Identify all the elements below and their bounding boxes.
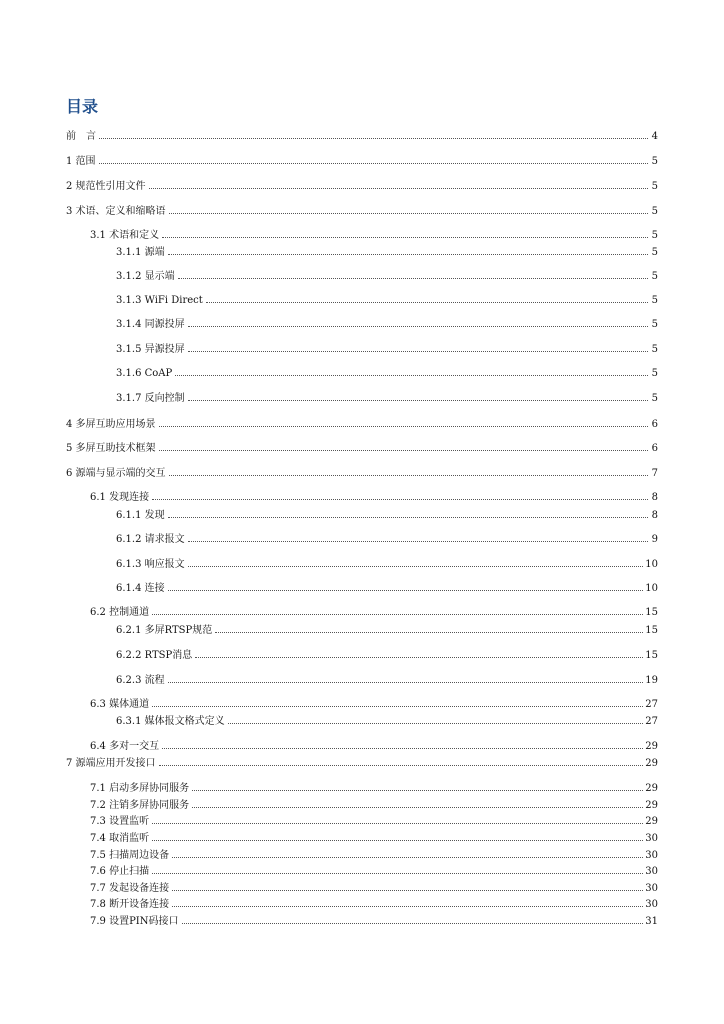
dot-leader xyxy=(168,244,648,255)
dot-leader xyxy=(192,780,643,791)
toc-entry[interactable] xyxy=(90,896,658,908)
dot-leader xyxy=(168,507,648,518)
dot-leader xyxy=(152,863,643,874)
toc-entry[interactable] xyxy=(90,880,658,892)
toc-entry[interactable] xyxy=(116,556,658,568)
toc-entry-label: 6.1 发现连接 xyxy=(90,492,150,503)
toc-entry[interactable] xyxy=(66,440,658,452)
toc-entry-label: 6.3 媒体通道 xyxy=(90,699,150,710)
dot-leader xyxy=(152,489,648,500)
toc-entry-label: 1 范围 xyxy=(66,156,96,167)
toc-entry[interactable] xyxy=(116,622,658,634)
toc-title: 目录 xyxy=(66,97,99,116)
dot-leader xyxy=(228,713,644,724)
toc-entry-page: 30 xyxy=(645,866,658,877)
toc-entry-label: 5 多屏互助技术框架 xyxy=(66,443,156,454)
dot-leader xyxy=(149,178,648,189)
toc-entry[interactable] xyxy=(116,365,658,377)
dot-leader xyxy=(162,227,648,238)
dot-leader xyxy=(169,203,648,214)
toc-entry-page: 29 xyxy=(645,758,658,769)
toc-entry-page: 5 xyxy=(651,230,658,241)
dot-leader xyxy=(162,738,643,749)
toc-entry[interactable] xyxy=(116,292,658,304)
toc-entry-page: 5 xyxy=(651,206,658,217)
toc-entry[interactable] xyxy=(66,755,658,767)
toc-entry-page: 30 xyxy=(645,833,658,844)
toc-entry-label: 6.1.2 请求报文 xyxy=(116,534,185,545)
toc-entry-page: 9 xyxy=(651,534,658,545)
dot-leader xyxy=(169,465,648,476)
toc-entry-label: 6.1.4 连接 xyxy=(116,583,165,594)
toc-entry-page: 29 xyxy=(645,741,658,752)
toc-entry[interactable] xyxy=(90,813,658,825)
toc-entry-label: 3.1.5 异源投屏 xyxy=(116,344,185,355)
toc-entry-label: 4 多屏互助应用场景 xyxy=(66,419,156,430)
dot-leader xyxy=(188,316,648,327)
toc-entry-page: 5 xyxy=(651,319,658,330)
toc-entry-label: 7.8 断开设备连接 xyxy=(90,899,170,910)
toc-entry-label: 7.2 注销多屏协同服务 xyxy=(90,800,190,811)
toc-entry[interactable] xyxy=(116,507,658,519)
toc-entry-page: 29 xyxy=(645,816,658,827)
toc-entry[interactable] xyxy=(90,696,658,708)
toc-entry[interactable] xyxy=(116,341,658,353)
toc-entry-page: 15 xyxy=(645,625,658,636)
toc-entry-page: 10 xyxy=(645,583,658,594)
toc-entry-page: 8 xyxy=(651,510,658,521)
dot-leader xyxy=(172,847,643,858)
toc-entry-page: 6 xyxy=(651,419,658,430)
toc-entry-page: 5 xyxy=(651,181,658,192)
toc-entry-label: 6.1.1 发现 xyxy=(116,510,165,521)
toc-entry-page: 7 xyxy=(651,468,658,479)
toc-entry[interactable] xyxy=(66,416,658,428)
toc-entry-page: 31 xyxy=(645,916,658,927)
toc-entry-page: 5 xyxy=(651,295,658,306)
toc-entry[interactable] xyxy=(90,863,658,875)
toc-entry-label: 6.3.1 媒体报文格式定义 xyxy=(116,716,225,727)
dot-leader xyxy=(182,913,644,924)
toc-entry[interactable] xyxy=(66,153,658,165)
toc-entry-label: 7.6 停止扫描 xyxy=(90,866,150,877)
toc-entry-page: 27 xyxy=(645,699,658,710)
toc-entry[interactable] xyxy=(90,830,658,842)
toc-entry-page: 30 xyxy=(645,850,658,861)
toc-entry-label: 6.2 控制通道 xyxy=(90,607,150,618)
toc-entry-page: 27 xyxy=(645,716,658,727)
toc-entry-label: 7.1 启动多屏协同服务 xyxy=(90,783,190,794)
toc-entry-page: 15 xyxy=(645,650,658,661)
dot-leader xyxy=(188,556,644,567)
toc-entry-label: 3.1.2 显示端 xyxy=(116,271,175,282)
toc-entry[interactable] xyxy=(116,647,658,659)
toc-entry[interactable] xyxy=(90,489,658,501)
toc-entry-page: 4 xyxy=(651,131,658,142)
toc-entry[interactable] xyxy=(66,178,658,190)
toc-entry-label: 7.9 设置PIN码接口 xyxy=(90,916,179,927)
toc-entry-label: 3.1.7 反向控制 xyxy=(116,393,185,404)
toc-entry-label: 7.4 取消监听 xyxy=(90,833,150,844)
toc-entry-label: 2 规范性引用文件 xyxy=(66,181,146,192)
toc-entry-label: 6.2.3 流程 xyxy=(116,675,165,686)
toc-entry[interactable] xyxy=(90,227,658,239)
toc-entry[interactable] xyxy=(90,738,658,750)
toc-entry-page: 5 xyxy=(651,271,658,282)
dot-leader xyxy=(172,896,643,907)
dot-leader xyxy=(172,880,643,891)
toc-entry[interactable] xyxy=(116,672,658,684)
toc-entry-page: 15 xyxy=(645,607,658,618)
dot-leader xyxy=(168,672,644,683)
toc-entry-page: 8 xyxy=(651,492,658,503)
toc-entry-label: 3.1 术语和定义 xyxy=(90,230,160,241)
toc-entry[interactable] xyxy=(116,316,658,328)
dot-leader xyxy=(206,292,648,303)
toc-entry-label: 前 言 xyxy=(66,131,96,142)
toc-entry-label: 7.5 扫描周边设备 xyxy=(90,850,170,861)
toc-entry[interactable] xyxy=(116,580,658,592)
toc-entry-label: 3 术语、定义和缩略语 xyxy=(66,206,166,217)
toc-entry-page: 5 xyxy=(651,393,658,404)
dot-leader xyxy=(175,365,648,376)
dot-leader xyxy=(188,390,648,401)
dot-leader xyxy=(152,696,643,707)
toc-entry[interactable] xyxy=(90,604,658,616)
dot-leader xyxy=(159,755,644,766)
dot-leader xyxy=(152,830,643,841)
dot-leader xyxy=(152,813,643,824)
toc-entry-label: 7.3 设置监听 xyxy=(90,816,150,827)
dot-leader xyxy=(99,153,648,164)
toc-entry-label: 3.1.3 WiFi Direct xyxy=(116,295,203,306)
toc-entry-label: 3.1.1 源端 xyxy=(116,247,165,258)
toc-entry-page: 5 xyxy=(651,344,658,355)
toc-entry-page: 30 xyxy=(645,899,658,910)
toc-entry-label: 6.2.1 多屏RTSP规范 xyxy=(116,625,213,636)
dot-leader xyxy=(178,268,648,279)
dot-leader xyxy=(195,647,643,658)
dot-leader xyxy=(168,580,644,591)
toc-entry-label: 6.1.3 响应报文 xyxy=(116,559,185,570)
dot-leader xyxy=(215,622,643,633)
dot-leader xyxy=(188,531,648,542)
toc-entry[interactable] xyxy=(116,390,658,402)
toc-entry-page: 5 xyxy=(651,156,658,167)
dot-leader xyxy=(159,416,648,427)
toc-entry-label: 7 源端应用开发接口 xyxy=(66,758,156,769)
dot-leader xyxy=(159,440,648,451)
dot-leader xyxy=(188,341,648,352)
toc-entry-page: 29 xyxy=(645,800,658,811)
toc-entry-page: 6 xyxy=(651,443,658,454)
toc-entry-label: 7.7 发起设备连接 xyxy=(90,883,170,894)
toc-entry-label: 3.1.4 同源投屏 xyxy=(116,319,185,330)
toc-entry[interactable] xyxy=(116,244,658,256)
toc-entry[interactable] xyxy=(90,847,658,859)
toc-entry-label: 6 源端与显示端的交互 xyxy=(66,468,166,479)
toc-entry-label: 6.2.2 RTSP消息 xyxy=(116,650,193,661)
toc-entry[interactable] xyxy=(116,268,658,280)
toc-entry-page: 19 xyxy=(645,675,658,686)
dot-leader xyxy=(99,128,648,139)
toc-entry-page: 5 xyxy=(651,247,658,258)
toc-entry[interactable] xyxy=(90,913,658,925)
toc-entry[interactable] xyxy=(116,713,658,725)
toc-entry-page: 5 xyxy=(651,368,658,379)
dot-leader xyxy=(192,797,643,808)
toc-entry-label: 6.4 多对一交互 xyxy=(90,741,160,752)
toc-entry[interactable] xyxy=(90,797,658,809)
toc-entry-page: 10 xyxy=(645,559,658,570)
toc-entry[interactable] xyxy=(66,128,658,140)
toc-entry[interactable] xyxy=(116,531,658,543)
toc-entry[interactable] xyxy=(90,780,658,792)
dot-leader xyxy=(152,604,643,615)
toc-entry-label: 3.1.6 CoAP xyxy=(116,368,173,379)
toc-entry[interactable] xyxy=(66,203,658,215)
toc-entry[interactable] xyxy=(66,465,658,477)
toc-entry-page: 29 xyxy=(645,783,658,794)
toc-entry-page: 30 xyxy=(645,883,658,894)
